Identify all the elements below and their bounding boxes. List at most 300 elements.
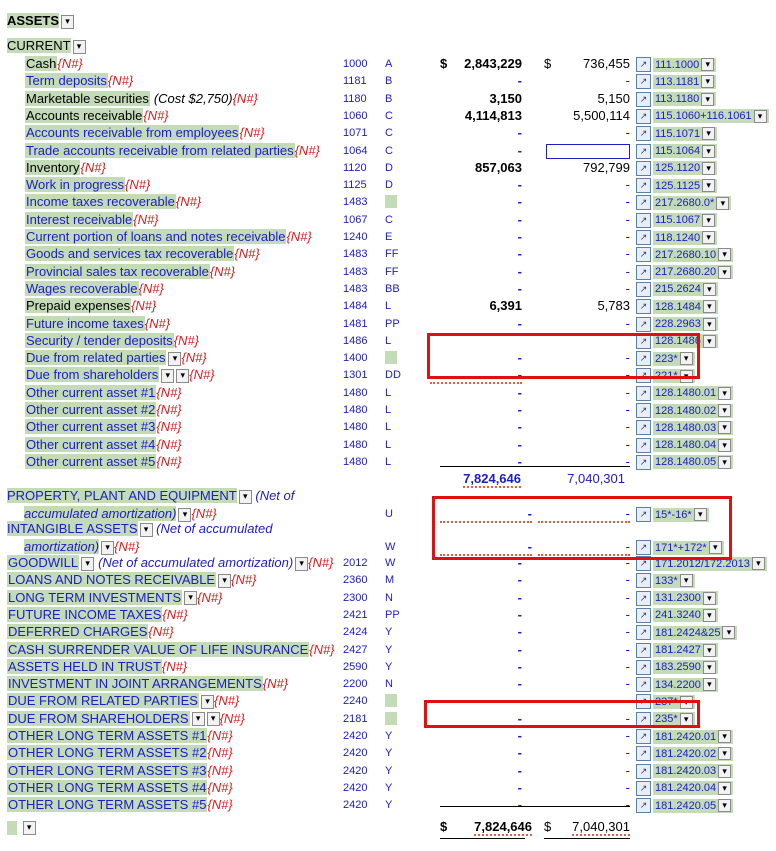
gifi-code-box[interactable] xyxy=(653,421,733,435)
gifi-code-box[interactable] xyxy=(653,574,695,588)
gifi-dropdown[interactable]: ▾ xyxy=(718,765,731,778)
current-year-value: - xyxy=(517,350,522,366)
current-row xyxy=(0,142,776,160)
intangible-gifi-dropdown[interactable]: ▾ xyxy=(709,541,722,554)
nh-tag: {N#} xyxy=(143,107,169,123)
gifi-dropdown[interactable]: ▾ xyxy=(703,300,716,313)
nh-tag: {N#} xyxy=(239,125,265,141)
gifi-code-box[interactable] xyxy=(653,92,716,106)
grand-total-dropdown[interactable]: ▾ xyxy=(23,821,36,835)
statement-letter xyxy=(385,195,397,208)
link-icon[interactable]: ↗ xyxy=(636,109,651,124)
row-label-group xyxy=(25,229,312,245)
link-icon[interactable]: ↗ xyxy=(636,746,651,761)
row-label-group xyxy=(25,367,215,383)
row-label-group xyxy=(7,572,256,588)
gifi-code-box[interactable] xyxy=(653,608,718,622)
gifi-code-box[interactable] xyxy=(653,196,731,210)
gifi-dropdown[interactable]: ▾ xyxy=(718,266,731,279)
gifi-dropdown[interactable]: ▾ xyxy=(718,456,731,469)
row-dropdown-button-2[interactable]: ▾ xyxy=(207,712,220,726)
prior-year-value: - xyxy=(625,73,630,89)
prior-year-value: - xyxy=(625,589,630,605)
intangible-note-dropdown[interactable]: ▾ xyxy=(101,541,114,555)
current-year-value: - xyxy=(517,779,522,795)
gifi-code: 181.2420.05 xyxy=(655,799,717,812)
row-label: Income taxes recoverable xyxy=(26,194,175,210)
gifi-code: 181.2420.03 xyxy=(655,765,717,778)
current-year-value: - xyxy=(517,315,522,331)
row-label: Accounts receivable xyxy=(26,107,143,123)
link-icon[interactable]: ↗ xyxy=(636,247,651,262)
nh-tag: {N#} xyxy=(148,624,174,640)
current-heading: CURRENT xyxy=(7,38,71,53)
current-year-value: - xyxy=(430,711,522,728)
gifi-dropdown[interactable]: ▾ xyxy=(718,782,731,795)
prior-year-value: - xyxy=(625,762,630,778)
row-dropdown-button[interactable]: ▾ xyxy=(161,369,174,383)
gifi-dropdown[interactable]: ▾ xyxy=(703,283,716,296)
gifi-code-box[interactable] xyxy=(653,58,716,72)
statement-letter: DD xyxy=(385,369,401,382)
link-icon[interactable]: ↗ xyxy=(636,57,651,72)
link-icon[interactable]: ↗ xyxy=(636,195,651,210)
gifi-mapping xyxy=(636,797,733,812)
gifi-code-box[interactable] xyxy=(653,781,733,795)
row-label-group xyxy=(7,693,239,709)
link-icon[interactable]: ↗ xyxy=(636,161,651,176)
current-year-value: - xyxy=(517,142,522,158)
nh-tag: {N#} xyxy=(207,762,233,778)
statement-letter: D xyxy=(385,179,393,192)
link-icon[interactable]: ↗ xyxy=(636,781,651,796)
link-icon[interactable]: ↗ xyxy=(636,178,651,193)
account-code: 2424 xyxy=(343,626,368,639)
gifi-code-box[interactable] xyxy=(653,109,769,123)
statement-letter: FF xyxy=(385,265,399,278)
gifi-mapping xyxy=(636,590,718,605)
gifi-code-box[interactable] xyxy=(653,75,716,89)
current-year-value: - xyxy=(517,246,522,262)
gifi-dropdown[interactable]: ▾ xyxy=(718,248,731,261)
gifi-code: 128.1480.01 xyxy=(655,387,717,400)
gifi-code-box[interactable] xyxy=(653,144,717,158)
link-icon[interactable]: ↗ xyxy=(636,798,651,813)
gifi-code-box[interactable] xyxy=(653,231,717,245)
link-icon[interactable]: ↗ xyxy=(636,299,651,314)
current-year-value: - xyxy=(517,641,522,657)
gifi-code: 134.2200 xyxy=(655,678,701,691)
gifi-code-box[interactable] xyxy=(653,404,733,418)
current-row xyxy=(0,211,776,229)
statement-letter: C xyxy=(385,127,393,140)
account-code: 2181 xyxy=(343,712,368,725)
row-label-group xyxy=(7,797,233,813)
row-label-group xyxy=(7,642,335,658)
gifi-code-box[interactable] xyxy=(653,730,733,744)
gifi-code-box[interactable] xyxy=(653,764,733,778)
annotation-box-ppe-intangible xyxy=(432,496,732,560)
nh-tag: {N#} xyxy=(234,246,260,262)
account-code: 1125 xyxy=(343,179,367,192)
link-icon[interactable]: ↗ xyxy=(636,230,651,245)
account-code: 2240 xyxy=(343,695,368,708)
gifi-dropdown[interactable]: ▾ xyxy=(716,197,729,210)
gifi-dropdown[interactable]: ▾ xyxy=(701,93,714,106)
prior-year-value: - xyxy=(625,797,630,813)
gifi-mapping xyxy=(636,385,733,400)
gifi-code-box[interactable] xyxy=(653,626,737,640)
prior-year-value: - xyxy=(625,555,630,570)
link-icon[interactable]: ↗ xyxy=(636,764,651,779)
link-icon[interactable]: ↗ xyxy=(636,351,651,366)
gifi-code-box[interactable] xyxy=(653,643,718,657)
gifi-code-box[interactable] xyxy=(653,127,717,141)
row-dropdown-button[interactable]: ▾ xyxy=(192,712,205,726)
prior-year-value: - xyxy=(625,606,630,622)
gifi-dropdown[interactable]: ▾ xyxy=(752,557,765,570)
intangible-note-2: amortization) xyxy=(24,539,100,554)
gifi-code: 128.1486 xyxy=(655,335,701,348)
current-year-value: - xyxy=(517,73,522,89)
gifi-dropdown[interactable]: ▾ xyxy=(703,335,716,348)
link-icon[interactable]: ↗ xyxy=(636,386,651,401)
row-label-group xyxy=(25,73,133,89)
gifi-code-box[interactable] xyxy=(653,591,718,605)
grand-total-dollar-current: $ xyxy=(440,819,448,834)
gifi-dropdown[interactable]: ▾ xyxy=(718,799,731,812)
statement-letter: B xyxy=(385,92,393,105)
gifi-code-box[interactable] xyxy=(653,265,733,279)
gifi-code-box[interactable] xyxy=(653,282,718,296)
link-icon[interactable]: ↗ xyxy=(636,420,651,435)
statement-letter: Y xyxy=(385,747,393,760)
current-row xyxy=(0,55,776,73)
gifi-code-box[interactable] xyxy=(653,438,733,452)
link-icon[interactable]: ↗ xyxy=(636,556,651,571)
gifi-dropdown[interactable]: ▾ xyxy=(680,696,693,709)
link-icon[interactable]: ↗ xyxy=(636,455,651,470)
row-dropdown-button[interactable]: ▾ xyxy=(81,557,94,571)
account-code: 2420 xyxy=(343,799,368,812)
link-icon[interactable]: ↗ xyxy=(636,677,651,692)
gifi-code: 118.1240 xyxy=(655,231,701,244)
gifi-dropdown[interactable]: ▾ xyxy=(718,387,731,400)
row-extra-note: (Net of accumulated amortization) xyxy=(98,555,294,570)
long-term-row xyxy=(0,623,776,641)
prior-year-value: - xyxy=(625,280,630,296)
row-dropdown-button-2[interactable]: ▾ xyxy=(176,369,189,383)
account-code: 1400 xyxy=(343,352,368,365)
prior-year-value: - xyxy=(625,315,630,331)
row-label: Current portion of loans and notes receivable xyxy=(26,229,286,244)
statement-letter: Y xyxy=(385,730,393,742)
nh-tag: {N#} xyxy=(80,159,106,175)
statement-letter: Y xyxy=(385,626,393,639)
account-code: 1180 xyxy=(343,92,367,105)
gifi-dropdown[interactable]: ▾ xyxy=(703,609,716,622)
link-icon[interactable]: ↗ xyxy=(636,694,651,709)
long-term-row xyxy=(0,762,776,780)
row-dropdown-button[interactable]: ▾ xyxy=(201,695,214,709)
gifi-dropdown[interactable]: ▾ xyxy=(702,231,715,244)
gifi-code: 181.2420.04 xyxy=(655,782,717,795)
link-icon[interactable]: ↗ xyxy=(636,625,651,640)
gifi-code-box[interactable] xyxy=(653,660,718,674)
gifi-code: 115.1071 xyxy=(655,127,701,140)
prior-year-value: - xyxy=(625,125,630,141)
ppe-current: - xyxy=(440,506,532,523)
row-label: LOANS AND NOTES RECEIVABLE xyxy=(8,572,216,588)
gifi-mapping xyxy=(636,676,718,691)
current-dropdown-button[interactable]: ▾ xyxy=(73,40,86,54)
gifi-dropdown[interactable]: ▾ xyxy=(680,352,693,365)
assets-header-row xyxy=(0,12,776,30)
gifi-dropdown[interactable]: ▾ xyxy=(718,421,731,434)
link-icon[interactable]: ↗ xyxy=(636,126,651,141)
gifi-code: 181.2427 xyxy=(655,644,701,657)
prior-year-value: - xyxy=(625,263,630,279)
annotation-box-current-due xyxy=(427,333,700,379)
row-label: LONG TERM INVESTMENTS xyxy=(8,589,182,605)
gifi-code-box[interactable] xyxy=(653,455,733,469)
row-label-group xyxy=(25,437,182,453)
row-label-group xyxy=(7,780,233,796)
gifi-dropdown[interactable]: ▾ xyxy=(703,661,716,674)
link-icon[interactable]: ↗ xyxy=(636,334,651,349)
link-icon[interactable]: ↗ xyxy=(636,74,651,89)
gifi-code: 217.2680.0* xyxy=(655,196,715,209)
statement-letter: M xyxy=(385,574,395,587)
link-icon[interactable]: ↗ xyxy=(636,712,651,727)
row-label-group xyxy=(25,333,199,349)
row-note-dropdown[interactable]: ▾ xyxy=(295,557,308,571)
current-year-value: - xyxy=(517,194,522,210)
grand-total-swatch xyxy=(7,821,17,835)
gifi-code: 133* xyxy=(655,574,678,587)
ppe-note-2: accumulated amortization) xyxy=(24,506,177,521)
row-dropdown-button[interactable]: ▾ xyxy=(184,591,197,605)
row-label: Inventory xyxy=(26,159,80,175)
link-icon[interactable]: ↗ xyxy=(636,573,651,588)
gifi-mapping xyxy=(636,281,718,296)
gifi-code-box[interactable] xyxy=(653,317,718,331)
prior-year-value: - xyxy=(625,211,630,227)
statement-letter: FF xyxy=(385,248,399,261)
row-label-group xyxy=(7,676,288,692)
link-icon[interactable]: ↗ xyxy=(636,660,651,675)
current-year-value: - xyxy=(517,211,522,227)
gifi-code-box[interactable] xyxy=(653,179,717,193)
row-label: OTHER LONG TERM ASSETS #2 xyxy=(8,745,207,761)
nh-tag: {N#} xyxy=(231,572,257,588)
statement-letter: Y xyxy=(385,799,393,812)
gifi-dropdown[interactable]: ▾ xyxy=(701,75,714,88)
link-icon[interactable]: ↗ xyxy=(636,591,651,606)
gifi-mapping xyxy=(636,194,731,209)
statement-letter: E xyxy=(385,231,393,243)
account-code: 1071 xyxy=(343,127,368,140)
gifi-mapping xyxy=(636,298,718,313)
gifi-mapping xyxy=(636,659,718,674)
gifi-code-box[interactable] xyxy=(653,300,718,314)
link-icon[interactable]: ↗ xyxy=(636,643,651,658)
prior-year-value: - xyxy=(625,676,630,692)
row-label-group xyxy=(7,607,188,623)
gifi-code: 235* xyxy=(655,713,678,726)
prior-year-input-box[interactable] xyxy=(546,144,630,159)
ppe-note-dropdown[interactable]: ▾ xyxy=(178,508,191,522)
link-icon[interactable]: ↗ xyxy=(636,540,651,555)
nh-tag: {N#} xyxy=(232,90,258,106)
current-year-value: - xyxy=(517,606,522,622)
long-term-row xyxy=(0,727,776,745)
link-icon[interactable]: ↗ xyxy=(636,265,651,280)
current-row xyxy=(0,263,776,281)
nh-tag: {N#} xyxy=(57,56,83,71)
account-code: 1060 xyxy=(343,109,368,122)
link-icon[interactable]: ↗ xyxy=(636,144,651,159)
gifi-dropdown[interactable]: ▾ xyxy=(680,370,693,383)
link-icon[interactable]: ↗ xyxy=(636,317,651,332)
row-label: DUE FROM RELATED PARTIES xyxy=(8,693,198,709)
current-year-value: 3,150 xyxy=(489,90,522,106)
gifi-code-box[interactable] xyxy=(653,248,733,262)
prior-year-value: - xyxy=(625,246,630,262)
statement-letter: C xyxy=(385,213,393,226)
account-code: 1484 xyxy=(343,300,368,313)
current-year-value: - xyxy=(517,384,522,400)
gifi-mapping xyxy=(636,73,716,88)
link-icon[interactable]: ↗ xyxy=(636,368,651,383)
account-code: 1181 xyxy=(343,75,367,88)
link-icon[interactable]: ↗ xyxy=(636,608,651,623)
gifi-dropdown[interactable]: ▾ xyxy=(718,404,731,417)
intangible-dropdown-button[interactable]: ▾ xyxy=(140,523,153,537)
gifi-dropdown[interactable]: ▾ xyxy=(754,110,767,123)
link-icon[interactable]: ↗ xyxy=(636,438,651,453)
gifi-dropdown[interactable]: ▾ xyxy=(702,162,715,175)
gifi-dropdown[interactable]: ▾ xyxy=(702,214,715,227)
row-label-group xyxy=(25,246,260,262)
gifi-dropdown[interactable]: ▾ xyxy=(703,318,716,331)
long-term-row xyxy=(0,779,776,797)
account-code: 1480 xyxy=(343,455,368,468)
row-label: Term deposits xyxy=(26,73,107,89)
ppe-letter: U xyxy=(385,508,393,520)
prior-year-value: 5,783 xyxy=(597,298,630,314)
row-label-group xyxy=(7,745,233,761)
gifi-dropdown[interactable]: ▾ xyxy=(703,644,716,657)
gifi-dropdown[interactable]: ▾ xyxy=(722,626,735,639)
link-icon[interactable]: ↗ xyxy=(636,729,651,744)
gifi-dropdown[interactable]: ▾ xyxy=(702,145,715,158)
row-label-group xyxy=(25,385,182,401)
prior-year-value: - xyxy=(625,453,630,469)
row-label: Other current asset #4 xyxy=(26,436,156,452)
ppe-label: PROPERTY, PLANT AND EQUIPMENT xyxy=(7,488,237,503)
ppe-nh-tag: {N#} xyxy=(191,506,217,521)
gifi-mapping xyxy=(636,419,733,434)
gifi-dropdown[interactable]: ▾ xyxy=(718,747,731,760)
nh-tag: {N#} xyxy=(294,142,320,158)
grand-total-dollar-prior: $ xyxy=(544,819,552,834)
statement-letter xyxy=(385,712,397,725)
gifi-dropdown[interactable]: ▾ xyxy=(701,58,714,71)
gifi-code-box[interactable] xyxy=(653,386,733,400)
account-code: 2420 xyxy=(343,747,368,760)
account-code: 1064 xyxy=(343,144,368,157)
prior-year-value: - xyxy=(625,384,630,400)
gifi-code-box[interactable] xyxy=(653,678,718,692)
row-label-group xyxy=(25,125,265,141)
gifi-code: 217.2680.20 xyxy=(655,266,717,279)
gifi-dropdown[interactable]: ▾ xyxy=(718,439,731,452)
row-label-group xyxy=(7,728,233,744)
statement-letter: Y xyxy=(385,764,393,777)
gifi-code-box[interactable] xyxy=(653,213,717,227)
gifi-dropdown[interactable]: ▾ xyxy=(703,678,716,691)
gifi-code: 111.1000 xyxy=(655,58,700,71)
link-icon[interactable]: ↗ xyxy=(636,507,651,522)
prior-year-input[interactable] xyxy=(545,143,630,159)
row-label: OTHER LONG TERM ASSETS #1 xyxy=(8,728,207,743)
nh-tag: {N#} xyxy=(175,194,202,210)
gifi-code-box[interactable] xyxy=(653,747,733,761)
link-icon[interactable]: ↗ xyxy=(636,403,651,418)
link-icon[interactable]: ↗ xyxy=(636,282,651,297)
link-icon[interactable]: ↗ xyxy=(636,213,651,228)
ppe-gifi-dropdown[interactable]: ▾ xyxy=(694,508,707,521)
link-icon[interactable]: ↗ xyxy=(636,92,651,107)
gifi-mapping xyxy=(636,745,733,760)
statement-letter: L xyxy=(385,438,392,451)
current-year-value: - xyxy=(517,624,522,640)
prior-year-value: - xyxy=(625,436,630,452)
row-label-group xyxy=(7,590,222,606)
intangible-letter: W xyxy=(385,541,396,553)
current-year-value: - xyxy=(517,453,522,469)
statement-letter: L xyxy=(385,455,392,468)
assets-dropdown-button[interactable]: ▾ xyxy=(61,15,74,29)
grand-total-underline-2 xyxy=(544,838,630,839)
prior-year-value: - xyxy=(625,745,630,761)
gifi-dropdown[interactable]: ▾ xyxy=(718,730,731,743)
gifi-code: 113.1181 xyxy=(655,75,700,88)
gifi-dropdown[interactable]: ▾ xyxy=(702,179,715,192)
row-label: Prepaid expenses xyxy=(26,298,131,314)
gifi-dropdown[interactable]: ▾ xyxy=(680,574,693,587)
account-code: 1486 xyxy=(343,334,368,347)
prior-year-value: 5,150 xyxy=(597,90,630,106)
current-row xyxy=(0,245,776,263)
current-year-value: - xyxy=(517,745,522,761)
annotation-box-long-due xyxy=(424,700,700,728)
row-dropdown-button[interactable]: ▾ xyxy=(218,574,231,588)
gifi-dropdown[interactable]: ▾ xyxy=(703,592,716,605)
gifi-dropdown[interactable]: ▾ xyxy=(702,127,715,140)
gifi-code-box[interactable] xyxy=(653,799,733,813)
row-label: ASSETS HELD IN TRUST xyxy=(8,658,161,674)
row-dropdown-button[interactable]: ▾ xyxy=(168,352,181,366)
ppe-dropdown-button[interactable]: ▾ xyxy=(239,490,252,504)
gifi-code-box[interactable] xyxy=(653,161,717,175)
gifi-code: 228.2963 xyxy=(655,318,701,331)
row-label-group xyxy=(25,212,159,228)
row-label: DUE FROM SHAREHOLDERS xyxy=(8,710,189,726)
gifi-dropdown[interactable]: ▾ xyxy=(680,713,693,726)
prior-year-value: - xyxy=(625,779,630,795)
